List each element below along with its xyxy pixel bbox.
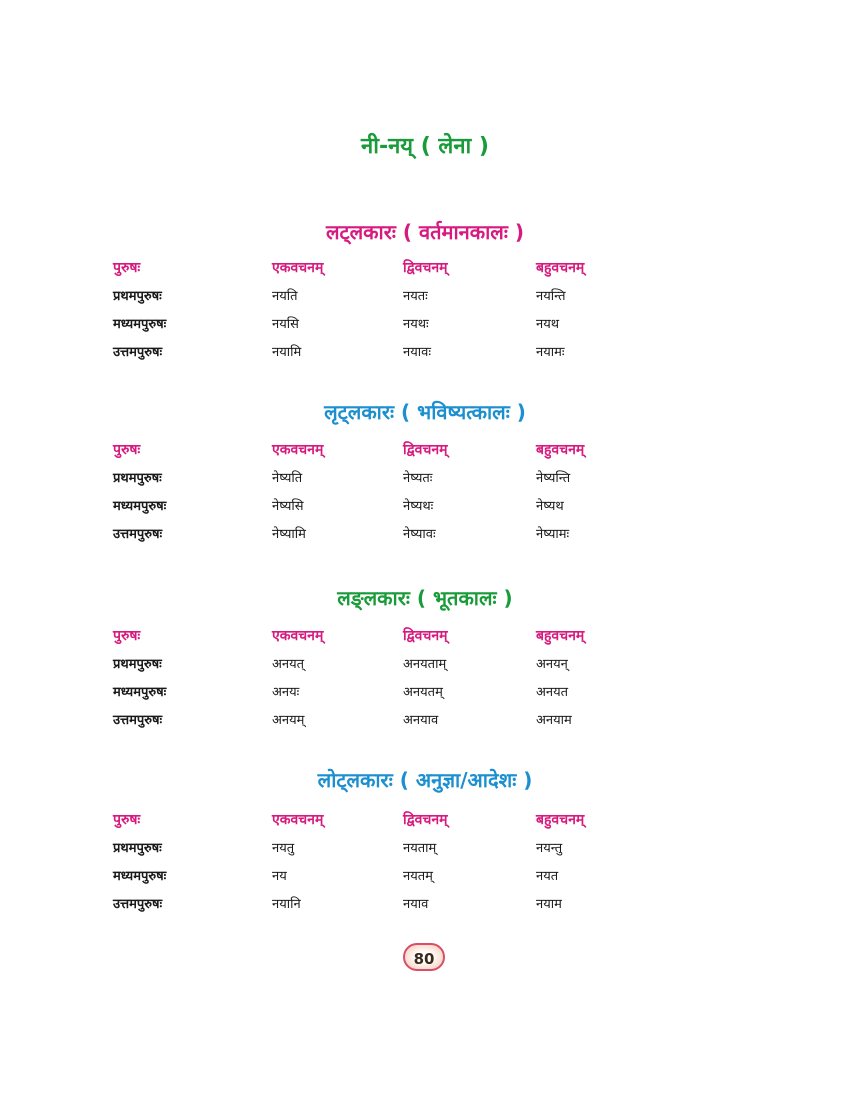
conjugation-table-lat bbox=[0, 258, 850, 370]
table-row bbox=[0, 866, 850, 894]
section-heading-lot: लोट्लकारः ( अनुज्ञा/आदेशः ) bbox=[317, 768, 533, 792]
page-number-badge: 80 bbox=[403, 943, 445, 971]
header-purusha: पुरुषः bbox=[113, 812, 141, 828]
form-cell: नयथः bbox=[403, 317, 429, 332]
header-purusha: पुरुषः bbox=[113, 260, 141, 276]
row-label: प्रथमपुरुषः bbox=[113, 289, 162, 304]
form-cell: नेष्यामः bbox=[536, 527, 570, 542]
table-row bbox=[0, 286, 850, 314]
row-label: उत्तमपुरुषः bbox=[113, 527, 163, 542]
conjugation-table-lang bbox=[0, 626, 850, 738]
form-cell: नय bbox=[272, 869, 287, 884]
header-purusha: पुरुषः bbox=[113, 442, 141, 458]
form-cell: अनयत् bbox=[272, 657, 305, 672]
table-row bbox=[0, 710, 850, 738]
form-cell: नयतु bbox=[272, 841, 295, 856]
row-label: उत्तमपुरुषः bbox=[113, 713, 163, 728]
table-row bbox=[0, 682, 850, 710]
table-row bbox=[0, 314, 850, 342]
table-row bbox=[0, 894, 850, 922]
form-cell: अनयः bbox=[272, 685, 300, 700]
form-cell: नेष्यतः bbox=[403, 471, 433, 486]
form-cell: अनयतम् bbox=[403, 685, 443, 700]
form-cell: नेष्यसि bbox=[272, 499, 304, 514]
row-label: प्रथमपुरुषः bbox=[113, 471, 162, 486]
form-cell: नयथ bbox=[536, 317, 560, 332]
form-cell: नेष्यामि bbox=[272, 527, 306, 542]
form-cell: नयताम् bbox=[403, 841, 437, 856]
header-bahuvachanam: बहुवचनम् bbox=[536, 442, 585, 458]
table-row bbox=[0, 468, 850, 496]
page-title: नी-नय् ( लेना ) bbox=[361, 134, 489, 159]
form-cell: नयसि bbox=[272, 317, 299, 332]
section-heading-lang: लङ्लकारः ( भूतकालः ) bbox=[337, 586, 513, 610]
form-cell: नेष्यथ bbox=[536, 499, 564, 514]
header-dvivachanam: द्विवचनम् bbox=[403, 812, 448, 828]
table-header-row bbox=[0, 810, 850, 838]
form-cell: अनयाव bbox=[403, 713, 439, 728]
form-cell: अनयन् bbox=[536, 657, 568, 672]
header-ekavachanam: एकवचनम् bbox=[272, 812, 324, 828]
header-bahuvachanam: बहुवचनम् bbox=[536, 628, 585, 644]
form-cell: नयत bbox=[536, 869, 559, 884]
conjugation-table-lrt bbox=[0, 440, 850, 552]
form-cell: नेष्यन्ति bbox=[536, 471, 571, 486]
header-ekavachanam: एकवचनम् bbox=[272, 260, 324, 276]
conjugation-table-lot bbox=[0, 810, 850, 922]
form-cell: नयानि bbox=[272, 897, 301, 912]
row-label: उत्तमपुरुषः bbox=[113, 897, 163, 912]
form-cell: नेष्यति bbox=[272, 471, 303, 486]
table-row bbox=[0, 496, 850, 524]
form-cell: नयामः bbox=[536, 345, 565, 360]
header-purusha: पुरुषः bbox=[113, 628, 141, 644]
row-label: मध्यमपुरुषः bbox=[113, 869, 167, 884]
form-cell: नयाव bbox=[403, 897, 429, 912]
section-heading-lat: लट्लकारः ( वर्तमानकालः ) bbox=[325, 220, 525, 244]
form-cell: नयन्ति bbox=[536, 289, 566, 304]
row-label: मध्यमपुरुषः bbox=[113, 317, 167, 332]
form-cell: नेष्यावः bbox=[403, 527, 436, 542]
form-cell: अनयताम् bbox=[403, 657, 447, 672]
form-cell: नयति bbox=[272, 289, 298, 304]
form-cell: नयाम bbox=[536, 897, 562, 912]
table-row bbox=[0, 838, 850, 866]
form-cell: नयावः bbox=[403, 345, 431, 360]
row-label: उत्तमपुरुषः bbox=[113, 345, 163, 360]
form-cell: नयतः bbox=[403, 289, 428, 304]
header-ekavachanam: एकवचनम् bbox=[272, 442, 324, 458]
form-cell: अनयत bbox=[536, 685, 569, 700]
form-cell: नयतम् bbox=[403, 869, 433, 884]
header-dvivachanam: द्विवचनम् bbox=[403, 442, 448, 458]
table-header-row bbox=[0, 626, 850, 654]
form-cell: अनयम् bbox=[272, 713, 305, 728]
form-cell: नयामि bbox=[272, 345, 302, 360]
row-label: मध्यमपुरुषः bbox=[113, 685, 167, 700]
row-label: मध्यमपुरुषः bbox=[113, 499, 167, 514]
row-label: प्रथमपुरुषः bbox=[113, 657, 162, 672]
form-cell: नेष्यथः bbox=[403, 499, 434, 514]
section-heading-lrt: लृट्लकारः ( भविष्यत्कालः ) bbox=[324, 400, 526, 424]
header-dvivachanam: द्विवचनम् bbox=[403, 628, 448, 644]
form-cell: अनयाम bbox=[536, 713, 572, 728]
table-row bbox=[0, 342, 850, 370]
header-dvivachanam: द्विवचनम् bbox=[403, 260, 448, 276]
row-label: प्रथमपुरुषः bbox=[113, 841, 162, 856]
form-cell: नयन्तु bbox=[536, 841, 563, 856]
header-bahuvachanam: बहुवचनम् bbox=[536, 260, 585, 276]
table-row bbox=[0, 524, 850, 552]
table-header-row bbox=[0, 258, 850, 286]
table-row bbox=[0, 654, 850, 682]
header-ekavachanam: एकवचनम् bbox=[272, 628, 324, 644]
table-header-row bbox=[0, 440, 850, 468]
header-bahuvachanam: बहुवचनम् bbox=[536, 812, 585, 828]
